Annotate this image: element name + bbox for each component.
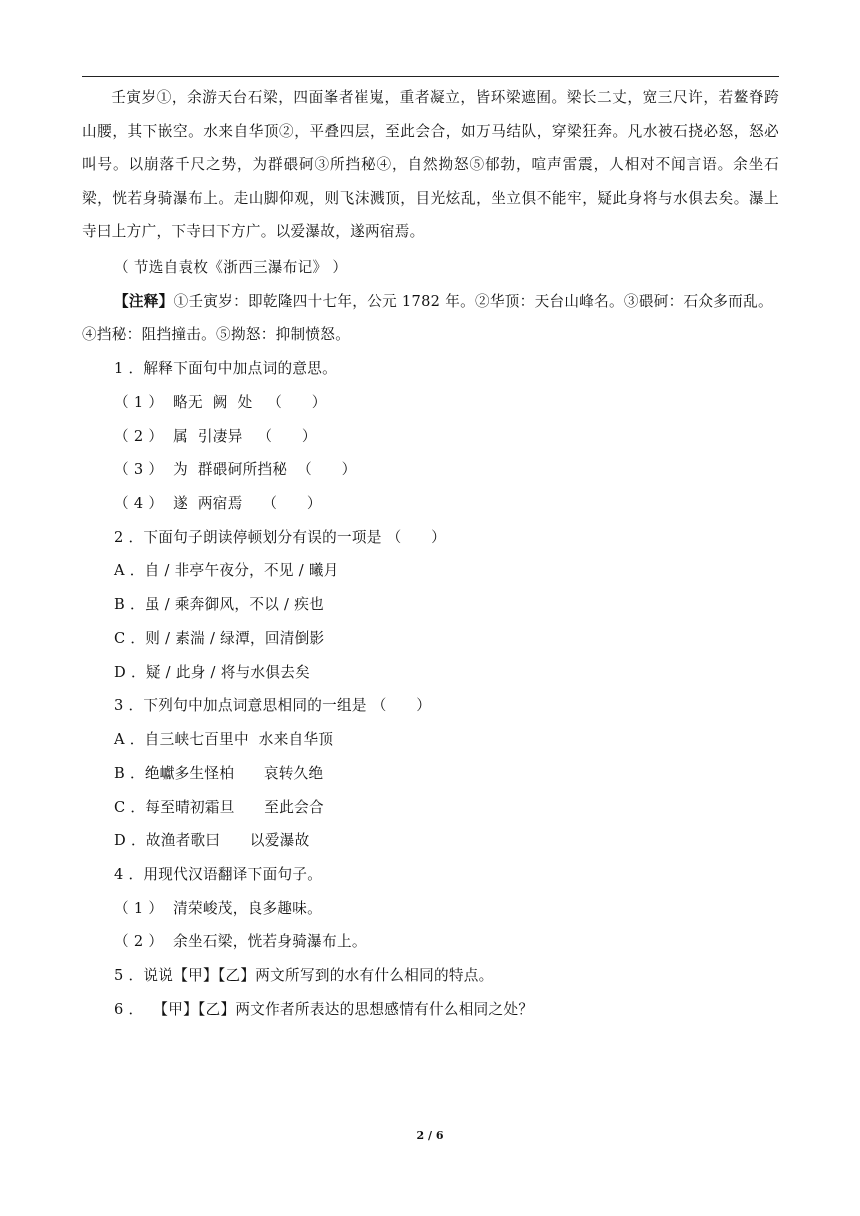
note-label: 【注释】 [114,293,174,310]
question-2-option-c: C ．则 / 素湍 / 绿潭，回清倒影 [114,630,325,647]
question-1: 1 ．解释下面句中加点词的意思。 [114,360,338,377]
note-text-1: ①壬寅岁：即乾隆四十七年，公元 1782 年。②华顶：天台山峰名。③碨砢：石众多而乱。 [173,293,773,310]
question-5: 5 ．说说【甲】【乙】两文所写到的水有什么相同的特点。 [114,967,494,984]
question-4: 4 ．用现代汉语翻译下面句子。 [114,866,323,883]
question-4-item-1: （ 1 ） 清荣峻茂，良多趣味。 [114,900,323,917]
question-6: 6 ． 【甲】【乙】两文作者所表达的思想感情有什么相同之处？ [114,1001,534,1018]
question-2-option-a: A ．自 / 非亭午夜分，不见 / 曦月 [114,562,339,579]
question-1-item-3: （ 3 ） 为 群碨砢所挡秘 （ ） [114,461,357,478]
note-line-1 [114,292,773,312]
question-1-item-4: （ 4 ） 遂 两宿焉 （ ） [114,495,322,512]
question-1-item-1: （ 1 ） 略无 阙 处 （ ） [114,394,327,411]
question-4-item-2: （ 2 ） 余坐石梁，恍若身骑瀑布上。 [114,933,367,950]
question-3-option-b: B ．绝巘多生怪柏 哀转久绝 [114,765,324,782]
question-2-option-b: B ．虽 / 乘奔御风，不以 / 疾也 [114,596,324,613]
page-number: 2 / 6 [416,1129,444,1142]
question-2-option-d: D ．疑 / 此身 / 将与水俱去矣 [114,664,311,681]
question-2: 2 ．下面句子朗读停顿划分有误的一项是 （ ） [114,529,447,546]
question-3-option-d: D ．故渔者歌曰 以爱瀑故 [114,832,310,849]
question-3-option-a: A ．自三峡七百里中 水来自华顶 [114,731,334,748]
header-rule [82,76,779,77]
note-line-2: ④挡秘：阻挡撞击。⑤拗怒：抑制愤怒。 [82,326,351,343]
passage-text: 壬寅岁①，余游天台石梁，四面峯者崔嵬，重者凝立，皆环梁遮囿。梁长二丈，宽三尺许，若鳌脊跨山腰，其下嵌空。水来自华顶②，平叠四层，至此会合，如万马结队，穿梁狂奔。凡水被石挠必怒，怒必叫号。以崩落千尺之势，为群碨砢③所挡秘④，自然拗怒⑤郁勃，喧声雷震，人相对不闻言语。余坐石梁，恍若身骑瀑布上。走山脚仰观，则飞沫溅顶，目光炫乱，坐立俱不能牢，疑此身将与水俱去矣。瀑上寺曰上方广，下寺曰下方广。以爱瀑故，遂两宿焉。 [82,89,779,241]
question-3: 3 ．下列句中加点词意思相同的一组是 （ ） [114,697,432,714]
source-line: （ 节选自袁枚《浙西三瀑布记》 ） [114,259,348,276]
question-1-item-2: （ 2 ） 属 引凄异 （ ） [114,428,317,445]
question-3-option-c: C ．每至晴初霜旦 至此会合 [114,799,324,816]
